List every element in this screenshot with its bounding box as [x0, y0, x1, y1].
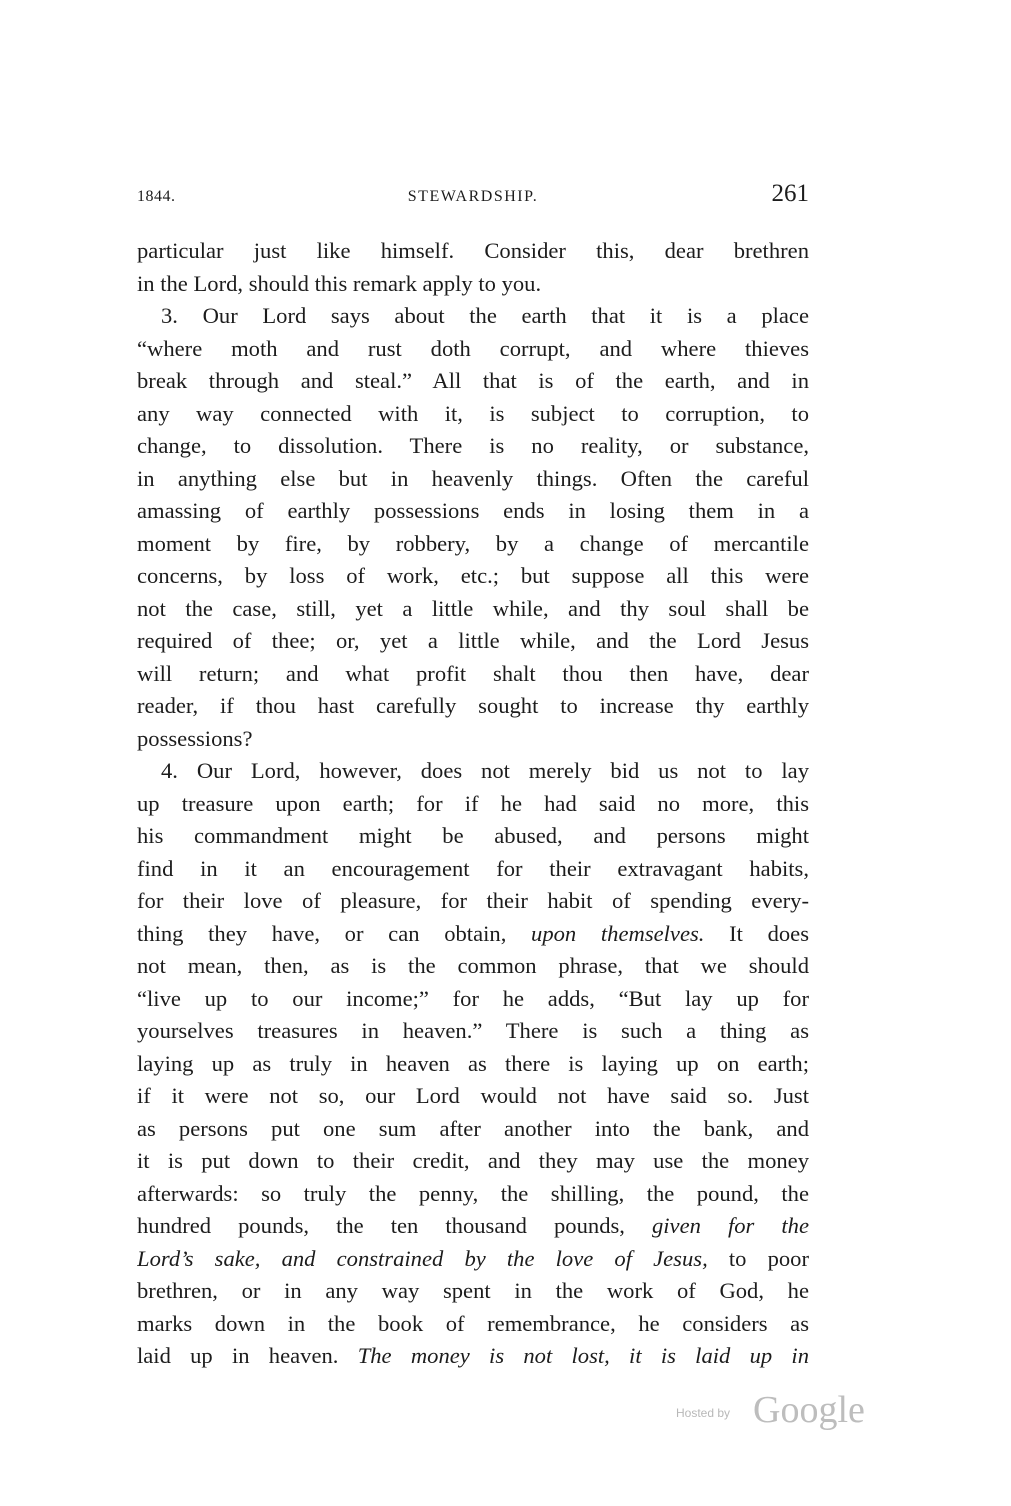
text-line: [137, 593, 809, 626]
text-line: [137, 1243, 809, 1276]
text-line: [137, 430, 809, 463]
text-line: [137, 560, 809, 593]
text-segment: not the case, still, yet a little while, and thy soul shall be: [137, 595, 809, 621]
text-segment: laid up in heaven.: [137, 1343, 358, 1368]
text-segment: required of thee; or, yet a little while, and the Lord Jesus: [137, 628, 809, 653]
text-segment: will return; and what profit shalt thou then have, dear: [137, 660, 809, 686]
italic-text: The money is not lost, it is laid up in: [357, 1343, 809, 1368]
text-segment: if it were not so, our Lord would not have said so. Just: [137, 1083, 809, 1108]
text-line: [137, 1275, 809, 1308]
text-segment: concerns, by loss of work, etc.; but suppose all this were: [137, 563, 809, 588]
text-segment: hundred pounds, the ten thousand pounds,: [137, 1213, 652, 1238]
text-line: [137, 625, 809, 658]
text-line: [137, 950, 809, 983]
text-line: [137, 365, 809, 398]
text-line: [137, 853, 809, 886]
text-segment: afterwards: so truly the penny, the shilling, the pound, the: [137, 1180, 809, 1206]
text-line: [137, 268, 809, 301]
text-line: [137, 755, 809, 788]
text-line: [137, 333, 809, 366]
text-line: [137, 788, 809, 821]
text-segment: possessions?: [137, 725, 253, 751]
text-line: [137, 723, 809, 756]
text-line: [137, 690, 809, 723]
text-segment: laying up as truly in heaven as there is laying up on earth;: [137, 1050, 809, 1076]
text-line: [137, 1145, 809, 1178]
watermark-hosted-by: Hosted by: [676, 1406, 731, 1420]
text-line: [137, 1178, 809, 1211]
text-segment: amassing of earthly possessions ends in losing them in a: [137, 498, 809, 523]
text-segment: 4. Our Lord, however, does not merely bid us not to lay: [161, 758, 809, 783]
italic-text: Lord’s sake, and constrained by the love of Jesus,: [137, 1245, 708, 1271]
text-segment: change, to dissolution. There is no reality, or substance,: [137, 433, 809, 458]
text-line: [137, 1210, 809, 1243]
text-line: [137, 1080, 809, 1113]
text-line: [137, 235, 809, 268]
text-segment: break through and steal.” All that is of the earth, and in: [137, 368, 809, 393]
text-segment: to poor: [707, 1245, 809, 1271]
text-segment: find in it an encouragement for their extravagant habits,: [137, 855, 809, 881]
text-segment: It does: [704, 920, 809, 946]
text-segment: as persons put one sum after another into the bank, and: [137, 1115, 809, 1141]
google-watermark: [676, 1388, 886, 1436]
text-segment: any way connected with it, is subject to corruption, to: [137, 400, 809, 426]
text-line: [137, 983, 809, 1016]
google-logo: Google: [753, 1389, 865, 1431]
text-segment: particular just like himself. Consider this, dear brethren: [137, 238, 809, 263]
text-segment: for their love of pleasure, for their habit of spending every-: [137, 888, 809, 913]
text-segment: reader, if thou hast carefully sought to increase thy earthly: [137, 693, 809, 718]
text-segment: up treasure upon earth; for if he had said no more, this: [137, 790, 809, 816]
text-segment: “live up to our income;” for he adds, “But lay up for: [137, 985, 809, 1011]
text-line: [137, 1308, 809, 1341]
text-segment: his commandment might be abused, and persons might: [137, 823, 809, 848]
text-segment: in anything else but in heavenly things. Often the careful: [137, 465, 809, 491]
text-segment: “where moth and rust doth corrupt, and where thieves: [137, 335, 809, 361]
page-number: 261: [771, 180, 809, 207]
text-line: [137, 463, 809, 496]
text-line: [137, 885, 809, 918]
text-line: [137, 300, 809, 333]
italic-text: upon themselves.: [531, 920, 705, 946]
text-line: [137, 1113, 809, 1146]
text-line: [137, 1340, 809, 1373]
text-segment: in the Lord, should this remark apply to you.: [137, 270, 542, 296]
text-segment: marks down in the book of remembrance, he considers as: [137, 1310, 809, 1336]
italic-text: given for the: [651, 1213, 809, 1238]
text-line: [137, 820, 809, 853]
text-segment: moment by fire, by robbery, by a change of mercantile: [137, 530, 809, 556]
text-line: [137, 528, 809, 561]
text-segment: brethren, or in any way spent in the work of God, he: [137, 1278, 809, 1303]
text-segment: 3. Our Lord says about the earth that it is a place: [161, 303, 809, 328]
text-segment: yourselves treasures in heaven.” There is such a thing as: [137, 1018, 809, 1043]
text-segment: not mean, then, as is the common phrase, that we should: [137, 953, 809, 978]
text-line: [137, 1015, 809, 1048]
running-head: [137, 180, 809, 210]
header-year: 1844.: [137, 188, 176, 205]
text-line: [137, 398, 809, 431]
text-segment: it is put down to their credit, and they may use the money: [137, 1148, 809, 1173]
text-line: [137, 495, 809, 528]
text-segment: thing they have, or can obtain,: [137, 920, 532, 946]
body-text: [137, 235, 809, 1373]
text-line: [137, 918, 809, 951]
text-line: [137, 1048, 809, 1081]
text-line: [137, 658, 809, 691]
header-title: STEWARDSHIP.: [407, 188, 539, 205]
